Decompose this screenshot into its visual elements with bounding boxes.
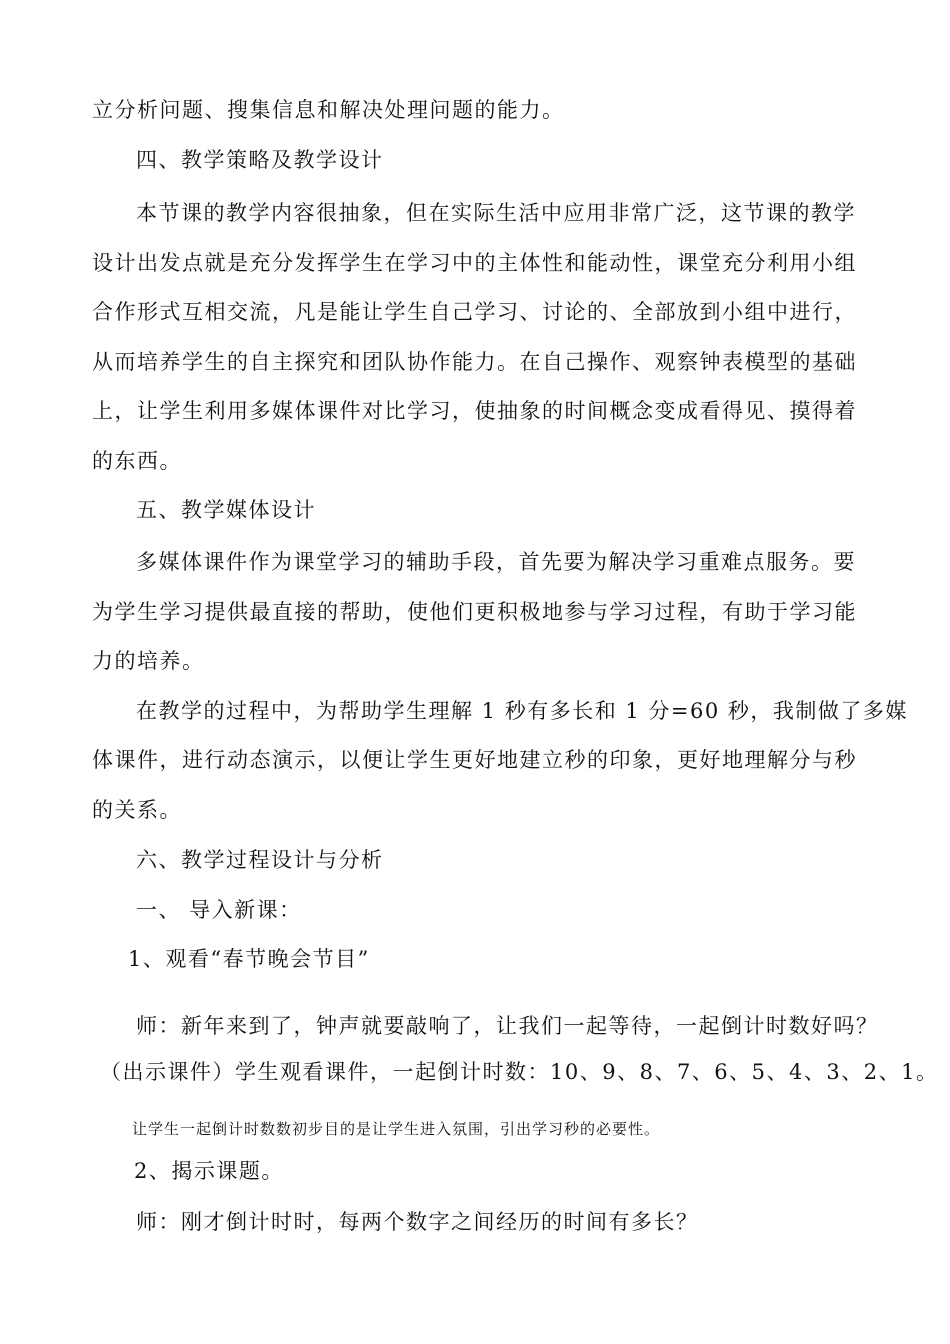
paragraph-line: 上，让学生利用多媒体课件对比学习，使抽象的时间概念变成看得见、摸得着 <box>92 399 857 423</box>
paragraph-line: （出示课件）学生观看课件，一起倒计时数：10、9、8、7、6、5、4、3、2、1。 <box>100 1060 939 1084</box>
paragraph-line: 本节课的教学内容很抽象，但在实际生活中应用非常广泛，这节课的教学 <box>136 201 856 225</box>
list-item: 1、观看“春节晚会节目” <box>128 947 370 971</box>
section-heading-6: 六、教学过程设计与分析 <box>136 848 384 872</box>
paragraph-line: 从而培养学生的自主探究和团队协作能力。在自己操作、观察钟表模型的基础 <box>92 350 857 374</box>
section-heading-4: 四、教学策略及教学设计 <box>136 148 384 172</box>
paragraph-line: 在教学的过程中，为帮助学生理解 1 秒有多长和 1 分=60 秒，我制做了多媒 <box>136 699 908 723</box>
section-heading-5: 五、教学媒体设计 <box>136 498 316 522</box>
teaching-note: 让学生一起倒计时数数初步目的是让学生进入氛围，引出学习秒的必要性。 <box>132 1120 661 1138</box>
subsection-heading: 一、 导入新课： <box>136 898 302 922</box>
paragraph-line: 为学生学习提供最直接的帮助，使他们更积极地参与学习过程，有助于学习能 <box>92 600 857 624</box>
paragraph-line: 力的培养。 <box>92 649 205 673</box>
dialogue-line: 师：新年来到了，钟声就要敲响了，让我们一起等待，一起倒计时数好吗？ <box>136 1014 879 1038</box>
paragraph-line: 的关系。 <box>92 798 182 822</box>
paragraph-line: 多媒体课件作为课堂学习的辅助手段，首先要为解决学习重难点服务。要 <box>136 550 856 574</box>
list-item: 2、揭示课题。 <box>134 1159 284 1183</box>
paragraph-line: 合作形式互相交流，凡是能让学生自己学习、讨论的、全部放到小组中进行， <box>92 300 857 324</box>
paragraph-line: 立分析问题、搜集信息和解决处理问题的能力。 <box>92 98 565 122</box>
dialogue-line: 师：刚才倒计时时，每两个数字之间经历的时间有多长？ <box>136 1210 699 1234</box>
paragraph-line: 体课件，进行动态演示，以便让学生更好地建立秒的印象，更好地理解分与秒 <box>92 748 857 772</box>
paragraph-line: 设计出发点就是充分发挥学生在学习中的主体性和能动性，课堂充分利用小组 <box>92 251 857 275</box>
paragraph-line: 的东西。 <box>92 449 182 473</box>
